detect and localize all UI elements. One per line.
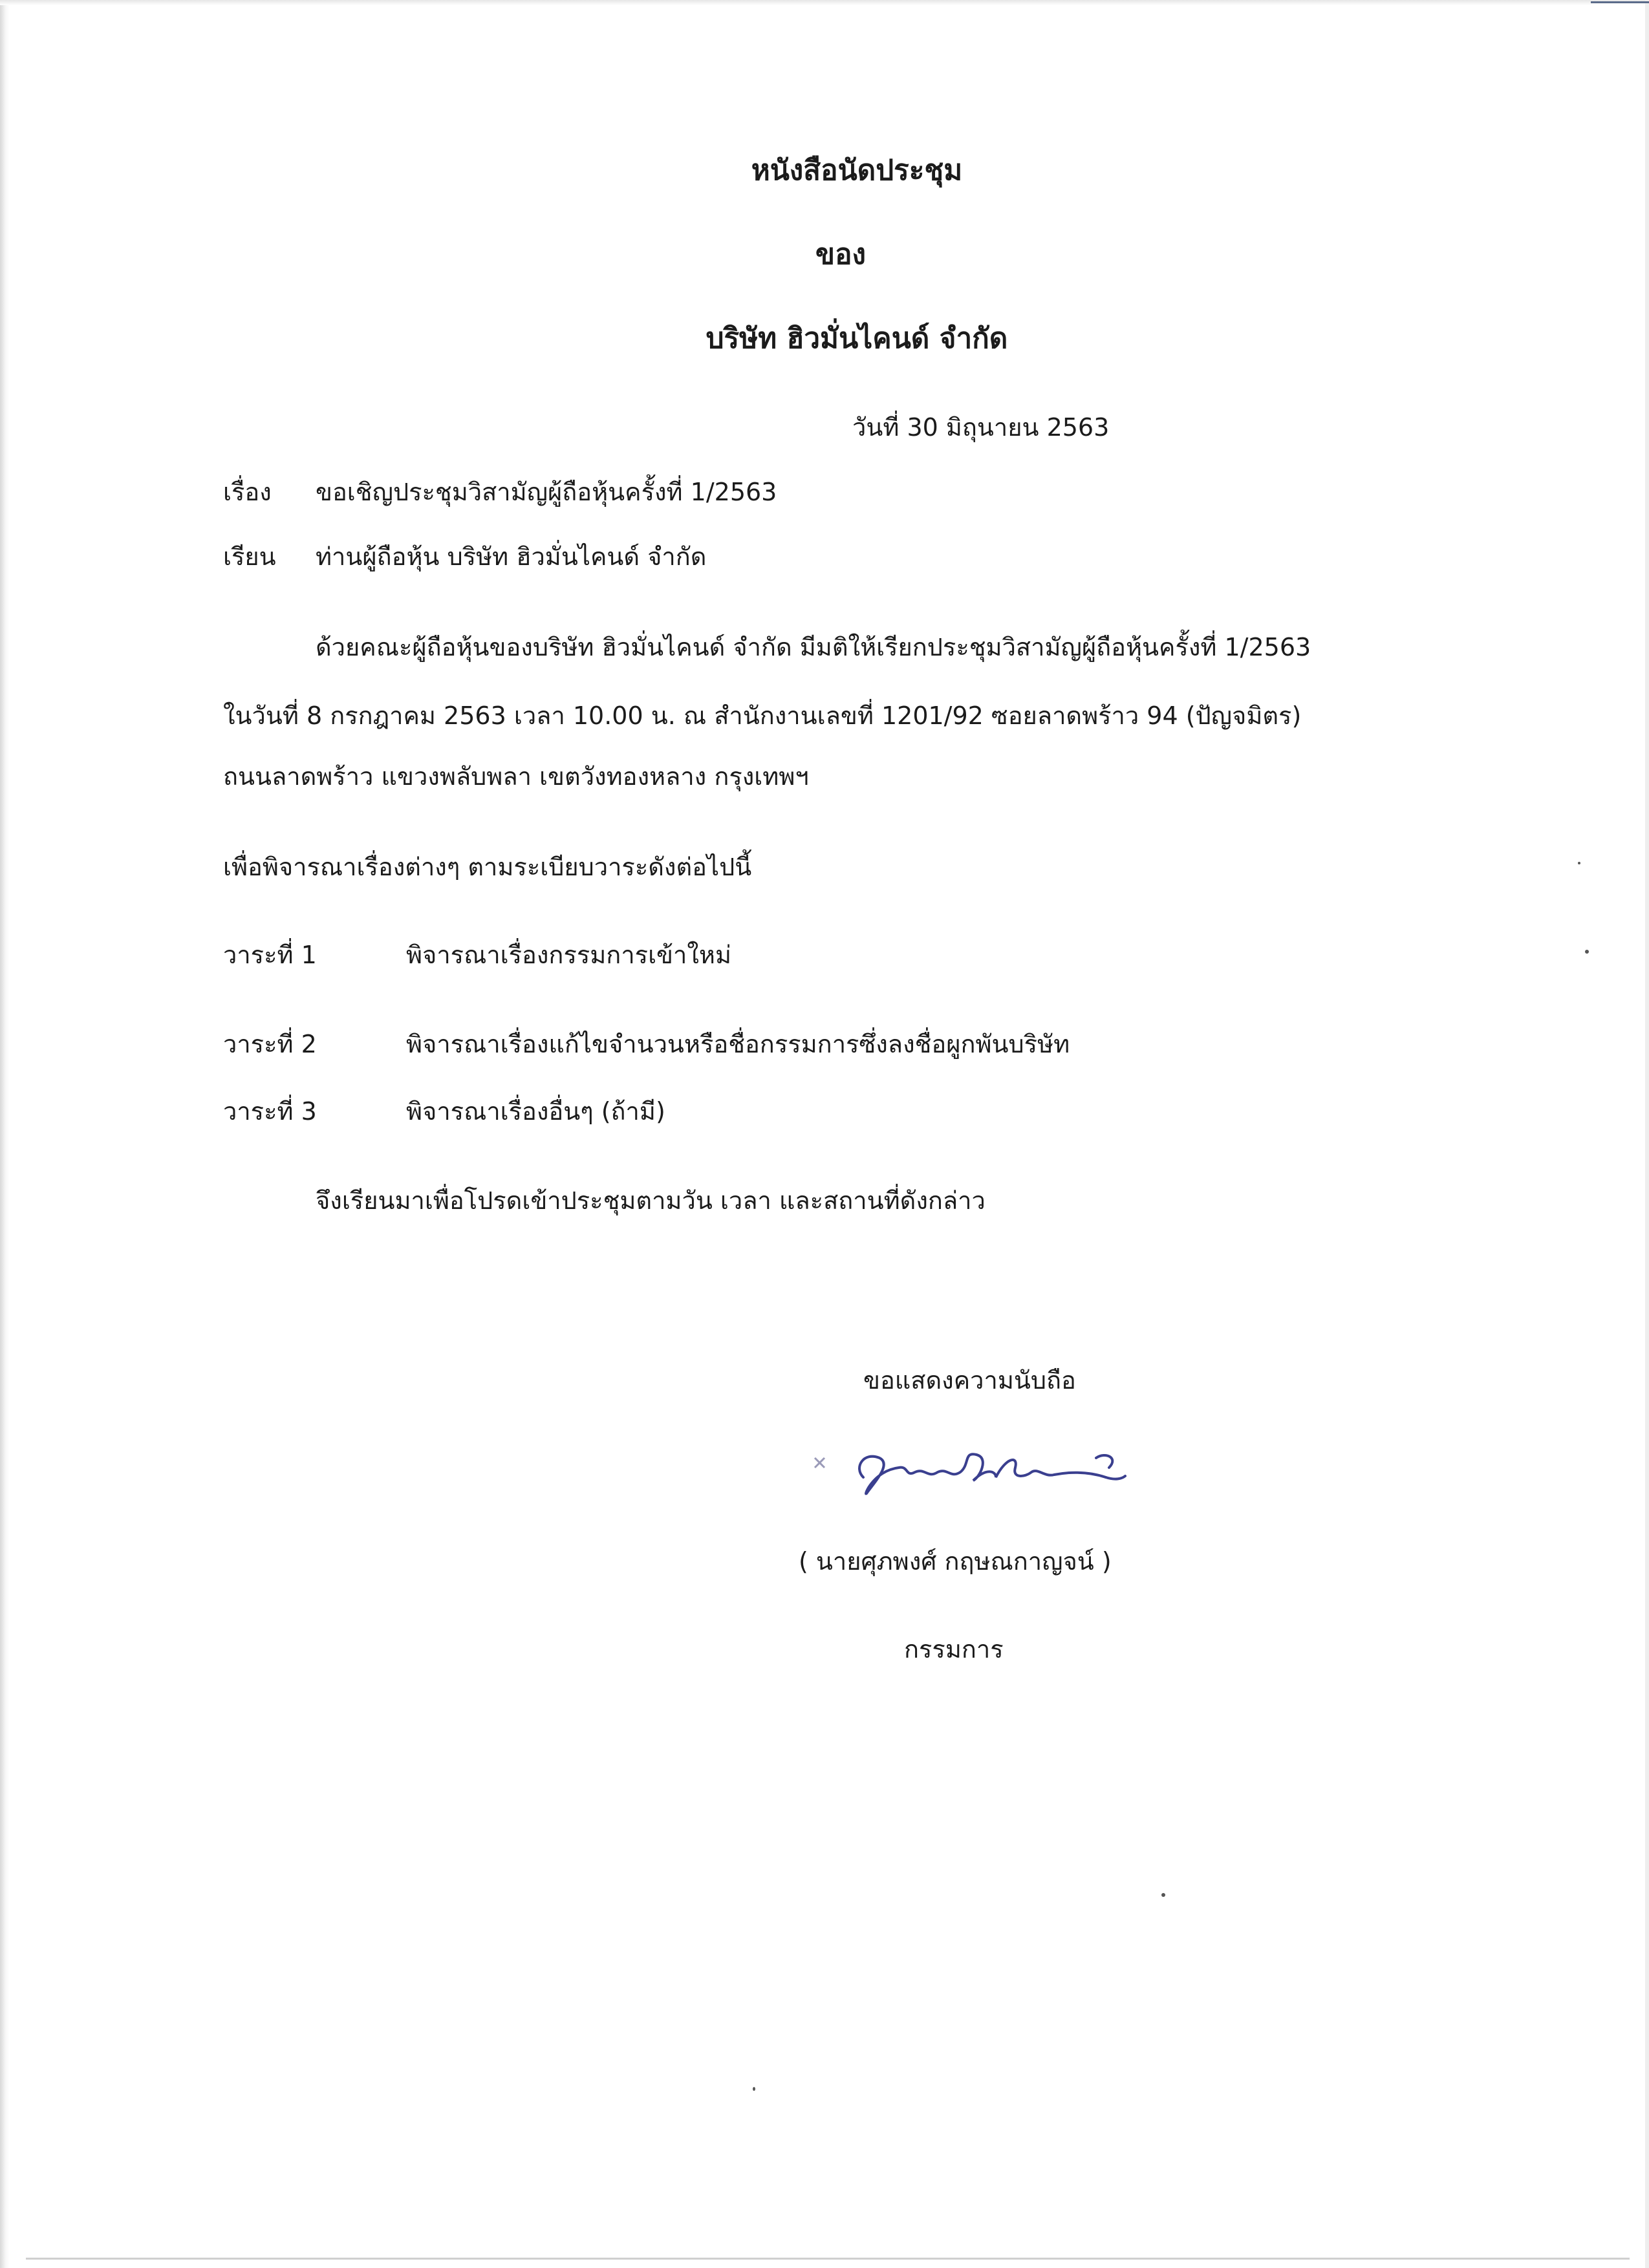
scan-bottom-edge: [26, 2258, 1630, 2260]
recipient-text: ท่านผู้ถือหุ้น บริษัท ฮิวมั่นไคนด์ จำกัด: [316, 542, 707, 571]
scan-speck: [1585, 950, 1589, 954]
body-line-3: ถนนลาดพร้าว แขวงพลับพลา เขตวังทองหลาง กรุงเทพฯ: [223, 762, 809, 791]
scan-shadow-left: [0, 0, 9, 2268]
letter-date: วันที่ 30 มิถุนายน 2563: [852, 413, 1110, 442]
closing-line: จึงเรียนมาเพื่อโปรดเข้าประชุมตามวัน เวลา และสถานที่ดังกล่าว: [316, 1186, 986, 1215]
document-title: หนังสือนัดประชุม: [751, 154, 963, 187]
agenda-label-3: วาระที่ 3: [223, 1097, 317, 1126]
signature-image: [802, 1432, 1138, 1510]
body-line-1: ด้วยคณะผู้ถือหุ้นของบริษัท ฮิวมั่นไคนด์ จำกัด มีมติให้เรียกประชุมวิสามัญผู้ถือหุ้นครั้งที่ 1/2563: [316, 633, 1311, 661]
recipient-label: เรียน: [223, 542, 276, 571]
scan-shadow-top: [0, 0, 1649, 5]
subject-label: เรื่อง: [223, 478, 272, 506]
scan-speck: [1161, 1893, 1165, 1897]
scan-shadow-right: [1645, 0, 1649, 2268]
regards: ขอแสดงความนับถือ: [863, 1366, 1076, 1395]
scan-speck: [753, 2087, 755, 2091]
signatory-position: กรรมการ: [904, 1635, 1004, 1664]
agenda-intro: เพื่อพิจารณาเรื่องต่างๆ ตามระเบียบวาระดังต่อไปนี้: [223, 853, 752, 881]
agenda-text-3: พิจารณาเรื่องอื่นๆ (ถ้ามี): [406, 1097, 665, 1126]
subject-text: ขอเชิญประชุมวิสามัญผู้ถือหุ้นครั้งที่ 1/2563: [316, 478, 777, 506]
body-line-2: ในวันที่ 8 กรกฎาคม 2563 เวลา 10.00 น. ณ สำนักงานเลขที่ 1201/92 ซอยลาดพร้าว 94 (ปัญจมิตร): [223, 701, 1302, 730]
scan-corner-mark: [1591, 1, 1649, 3]
agenda-label-1: วาระที่ 1: [223, 941, 317, 969]
agenda-text-2: พิจารณาเรื่องแก้ไขจำนวนหรือชื่อกรรมการซึ่งลงชื่อผูกพันบริษัท: [406, 1030, 1070, 1058]
document-of: ของ: [815, 238, 866, 271]
agenda-label-2: วาระที่ 2: [223, 1030, 317, 1058]
signatory-name: ( นายศุภพงศ์ กฤษณกาญจน์ ): [799, 1547, 1112, 1576]
company-name: บริษัท ฮิวมั่นไคนด์ จำกัด: [706, 322, 1008, 355]
agenda-text-1: พิจารณาเรื่องกรรมการเข้าใหม่: [406, 941, 732, 969]
scan-speck: [1578, 862, 1580, 864]
